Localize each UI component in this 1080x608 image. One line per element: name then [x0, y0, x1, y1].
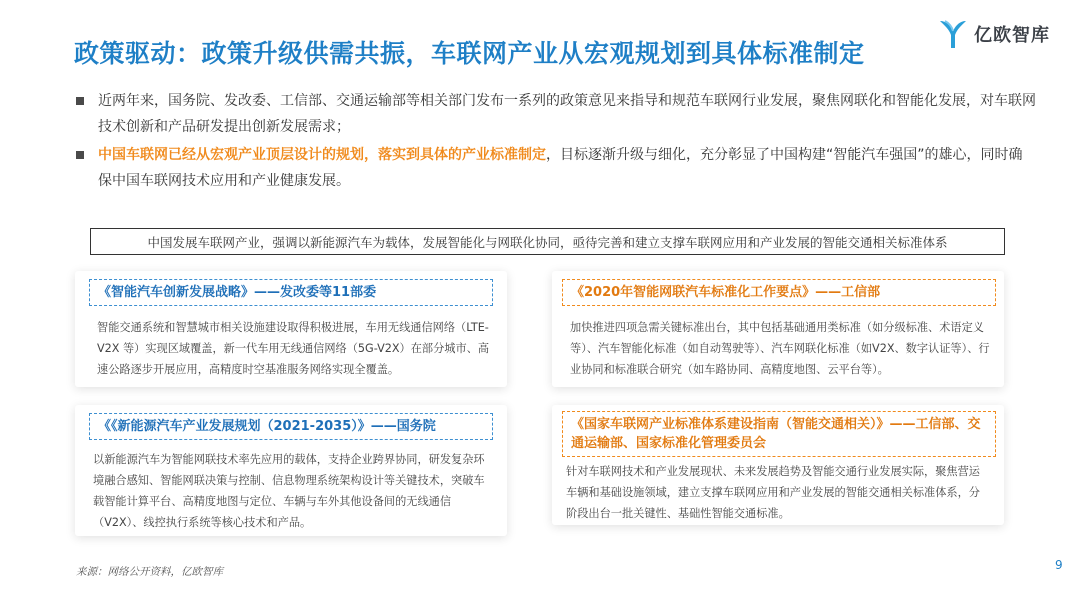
source-note: 来源：网络公开资料，亿欧智库 [76, 566, 223, 578]
bullet-highlight: 中国车联网已经从宏观产业顶层设计的规划，落实到具体的产业标准制定 [98, 147, 546, 163]
policy-card-body: 智能交通系统和智慧城市相关设施建设取得积极进展，车用无线通信网络（LTE-V2X 等）实现区域覆盖，新一代车用无线通信网络（5G-V2X）在部分城市、高速公路逐步开展应用，高精度时空基准服务网络实现全覆盖。 [97, 321, 490, 376]
bullet-item [76, 142, 1036, 194]
policy-card-title: 《《新能源汽车产业发展规划（2021-2035）》——国务院 [89, 413, 493, 440]
bullet-list [76, 88, 1036, 196]
policy-card-body: 针对车联网技术和产业发展现状、未来发展趋势及智能交通行业发展实际，聚焦营运车辆和基础设施领域，建立支撑车联网应用和产业发展的智能交通相关标准体系，分阶段出台一批关键性、基础性智能交通标准。 [566, 465, 980, 520]
bullet-item [76, 88, 1036, 140]
bullet-square-icon [76, 151, 84, 159]
policy-card-title: 《国家车联网产业标准体系建设指南（智能交通相关）》——工信部、交通运输部、国家标准化管理委员会 [562, 411, 996, 457]
bullet-text: ，目标逐渐升级与细化，充分彰显了中国构建“智能汽车强国”的雄心，同时确保中国车联网技术应用和产业健康发展。 [98, 147, 1023, 189]
bullet-square-icon [76, 97, 84, 105]
policy-card [552, 405, 1004, 525]
yiou-logo-icon [936, 17, 970, 51]
policy-card [75, 271, 507, 387]
policy-card [75, 405, 507, 536]
policy-card-body: 加快推进四项急需关键标准出台，其中包括基础通用类标准（如分级标准、术语定义等）、汽车智能化标准（如自动驾驶等）、汽车网联化标准（如V2X、数字认证等）、行业协同和标准联合研究（如车路协同、高精度地图、云平台等）。 [570, 321, 990, 376]
policy-card-title: 《2020年智能网联汽车标准化工作要点》——工信部 [562, 279, 996, 306]
policy-card-title: 《智能汽车创新发展战略》——发改委等11部委 [89, 279, 493, 306]
brand-logo [936, 14, 1066, 54]
policy-card-body: 以新能源汽车为智能网联技术率先应用的载体，支持企业跨界协同，研发复杂环境融合感知、智能网联决策与控制、信息物理系统架构设计等关键技术，突破车载智能计算平台、高精度地图与定位、车辆与车外其他设备间的无线通信（V2X）、线控执行系统等核心技术和产品。 [93, 453, 485, 529]
page-title: 政策驱动：政策升级供需共振，车联网产业从宏观规划到具体标准制定 [74, 39, 865, 68]
page-number: 9 [1055, 558, 1063, 572]
logo-text: 亿欧智库 [974, 25, 1050, 46]
policy-card [552, 271, 1004, 387]
bullet-text: 近两年来，国务院、发改委、工信部、交通运输部等相关部门发布一系列的政策意见来指导和规范车联网行业发展，聚焦网联化和智能化发展，对车联网技术创新和产品研发提出创新发展需求； [98, 93, 1036, 135]
summary-banner: 中国发展车联网产业，强调以新能源汽车为载体，发展智能化与网联化协同，亟待完善和建立支撑车联网应用和产业发展的智能交通相关标准体系 [90, 228, 1005, 255]
